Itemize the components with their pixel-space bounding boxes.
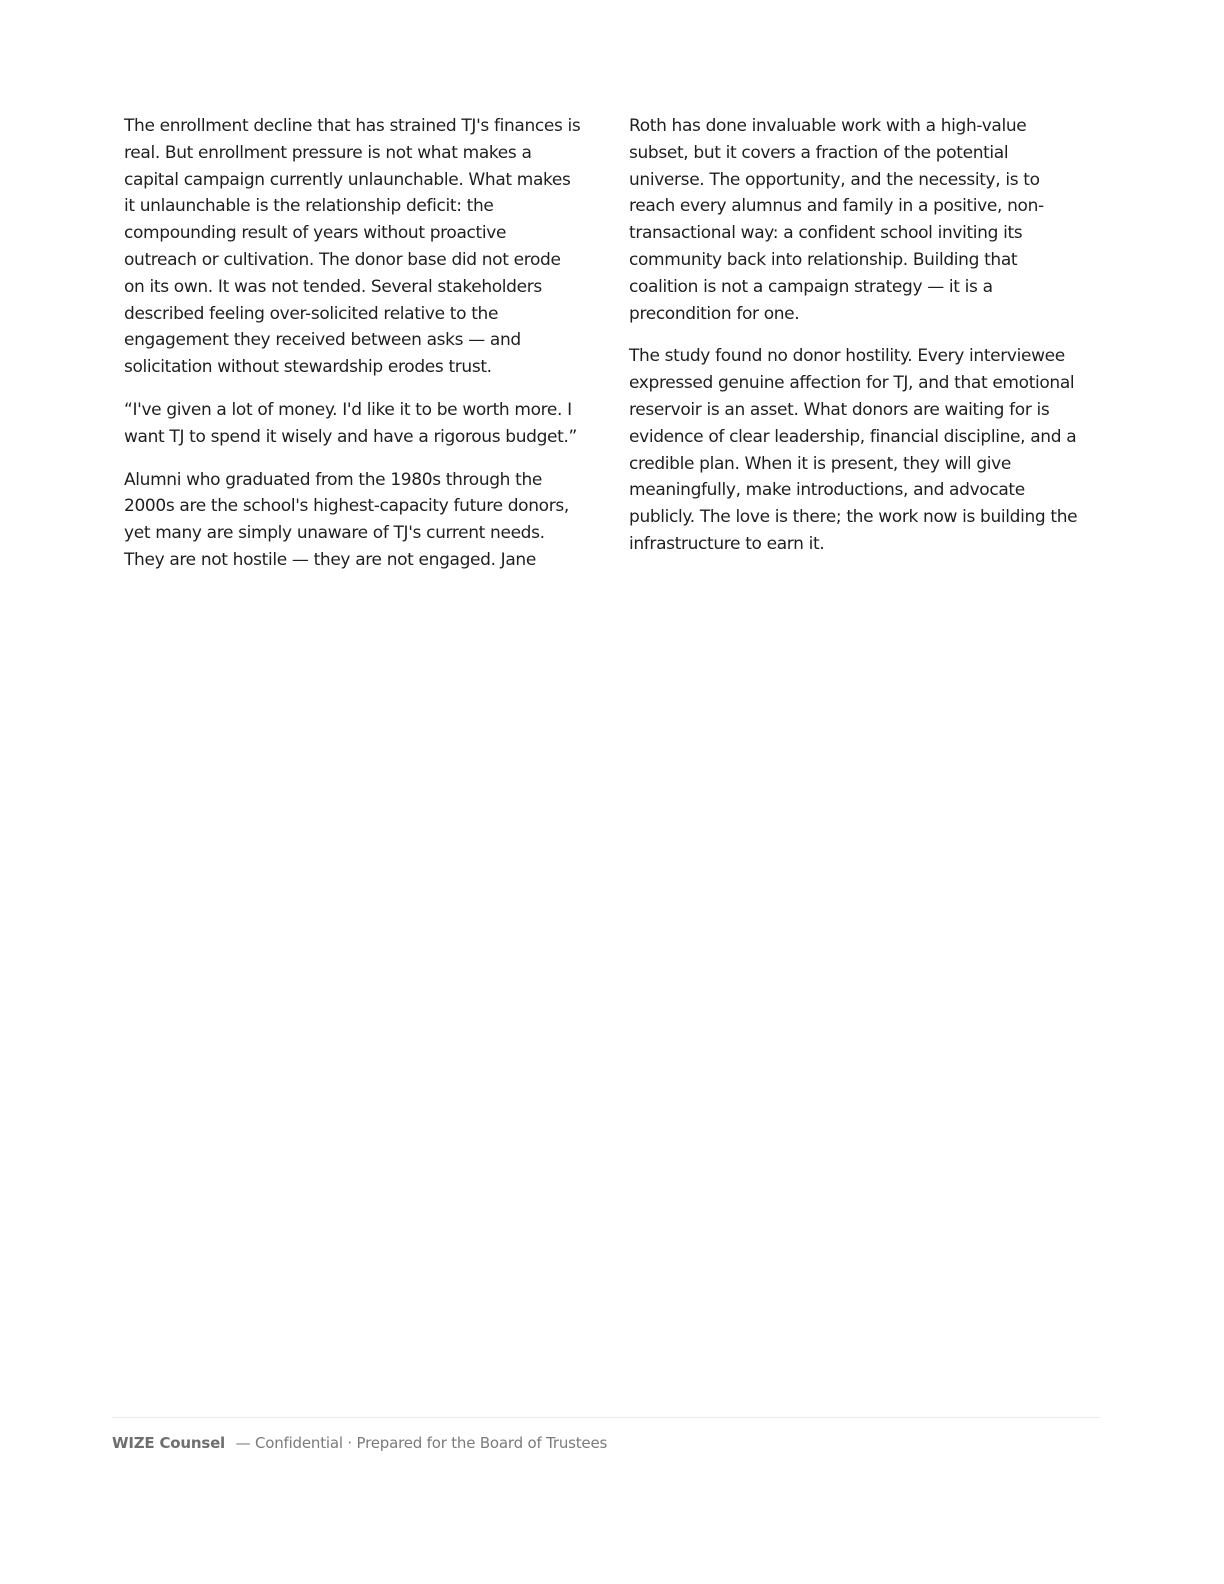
body-columns	[124, 113, 1088, 590]
page-footer	[112, 1433, 607, 1453]
footer-brand: WIZE Counsel	[112, 1434, 225, 1452]
donor-quote: “I've given a lot of money. I'd like it to be worth more. I want TJ to spend it wisely and have a rigorous budget.”	[124, 399, 577, 447]
paragraph-alumni-capacity: Alumni who graduated from the 1980s through the 2000s are the school's highest-capacity future donors, yet many are simply unaware of TJ's current needs. They are not hostile — they are not engaged. Jane	[124, 469, 569, 570]
footer-confidential-text: — Confidential · Prepared for the Board of Trustees	[235, 1434, 608, 1452]
paragraph-relationship-deficit: The enrollment decline that has strained TJ's finances is real. But enrollment pressure is not what makes a capital campaign currently unlaunchable. What makes it unlaunchable is the relationship deficit: the compounding result of years without proactive outreach or cultivation. The donor base did not erode on its own. It was not tended. Several stakeholders described feeling over-solicited relative to the engagement they received between asks — and solicitation without stewardship erodes trust.	[124, 116, 581, 378]
footer-divider	[112, 1417, 1100, 1418]
right-column	[629, 113, 1088, 590]
paragraph-no-donor-hostility: The study found no donor hostility. Every interviewee expressed genuine affection for TJ, and that emotional reservoir is an asset. What donors are waiting for is evidence of clear leadership, financial discipline, and a credible plan. When it is present, they will give meaningfully, make introductions, and advocate publicly. The love is there; the work now is building the infrastructure to earn it.	[629, 346, 1078, 554]
paragraph-outreach-opportunity: Roth has done invaluable work with a high-value subset, but it covers a fraction of the potential universe. The opportunity, and the necessity, is to reach every alumnus and family in a positive, non-transactional way: a confident school inviting its community back into relationship. Building that coalition is not a campaign strategy — it is a precondition for one.	[629, 116, 1044, 324]
left-column	[124, 113, 583, 590]
